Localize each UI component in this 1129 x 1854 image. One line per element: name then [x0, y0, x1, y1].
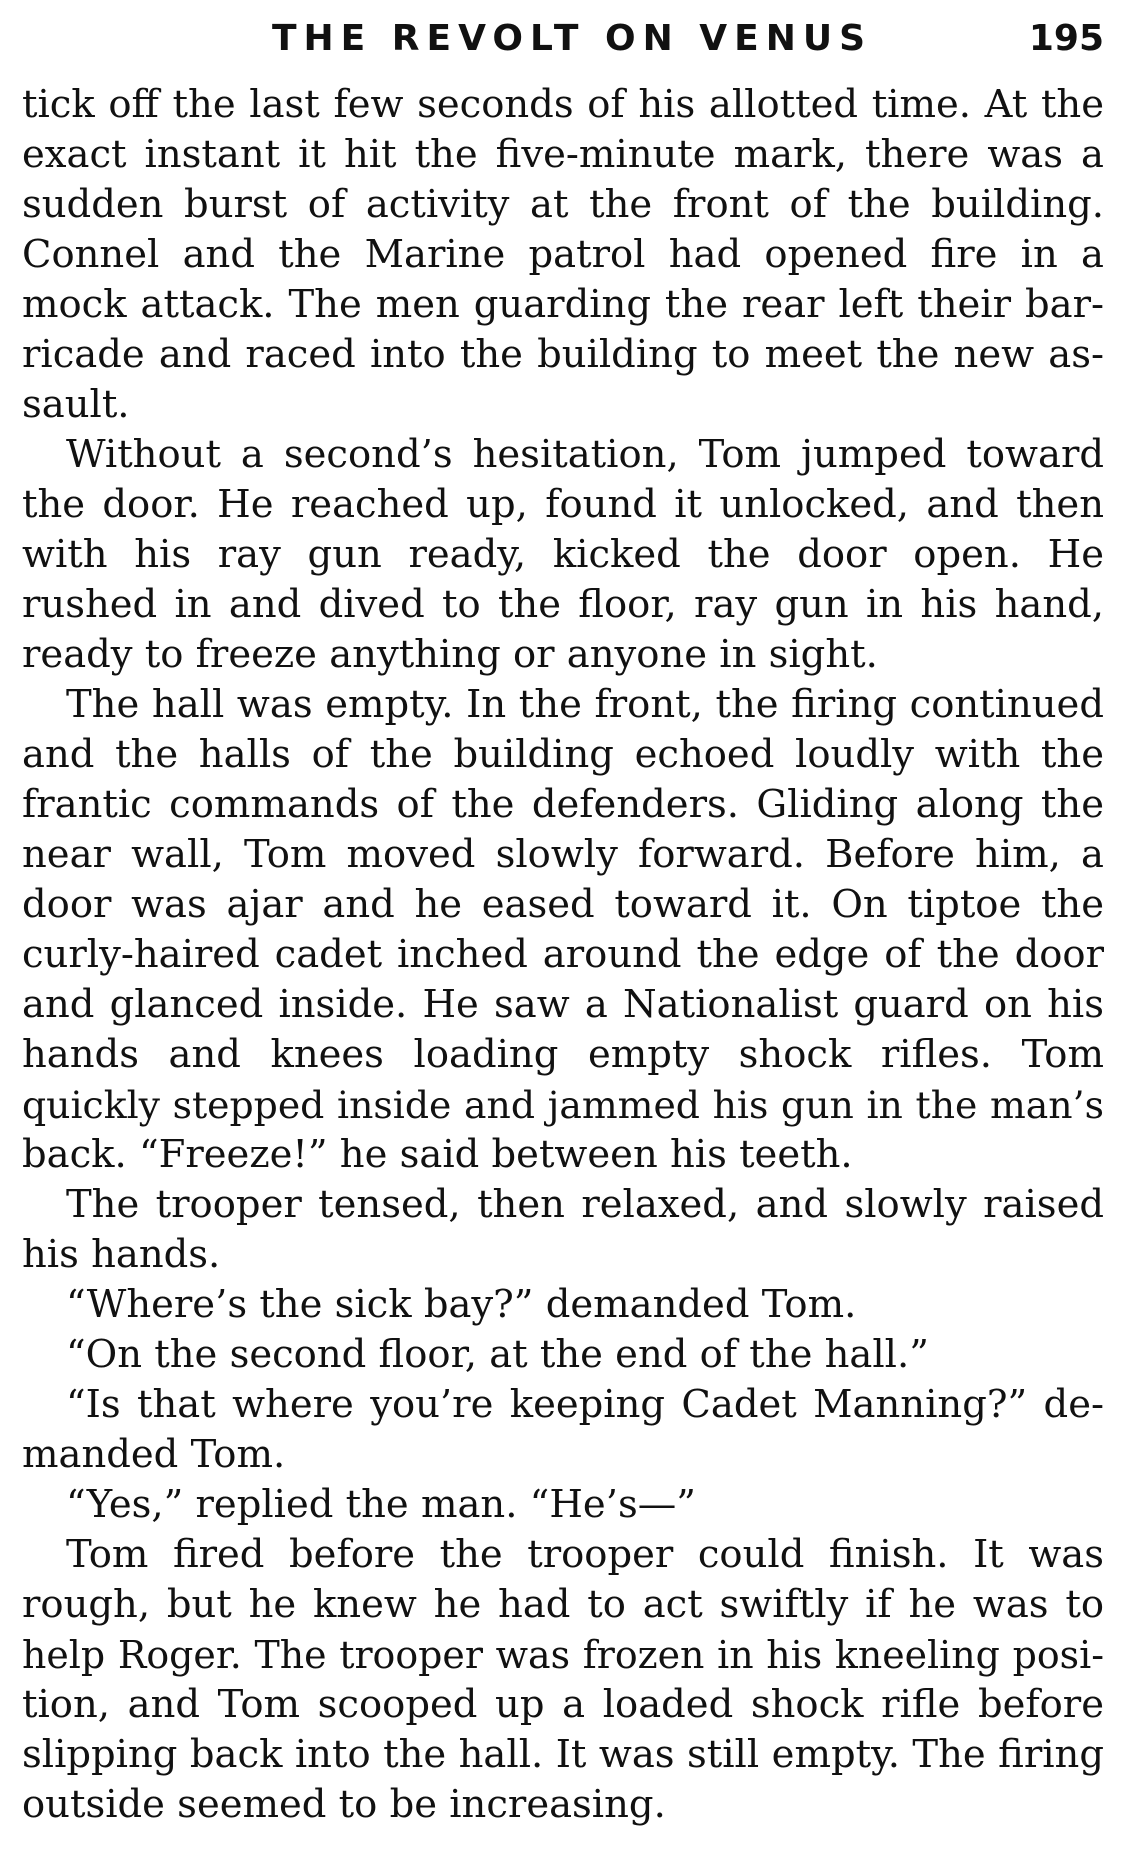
paragraph: [22, 430, 1104, 680]
text-line: and glanced inside. He saw a Nationalist guard on his: [22, 982, 1104, 1027]
text-line: “Where’s the sick bay?” demanded Tom.: [66, 1282, 857, 1327]
running-head: [22, 14, 1104, 64]
text-line: sault.: [22, 382, 130, 427]
paragraph: [22, 1530, 1104, 1830]
text-line: “On the second floor, at the end of the hall.”: [66, 1332, 929, 1377]
paragraph: [22, 1480, 1104, 1530]
paragraph: [22, 680, 1104, 1180]
text-line: hands and knees loading empty shock rifles. Tom: [22, 1032, 1104, 1077]
text-line: rushed in and dived to the floor, ray gun in his hand,: [22, 582, 1104, 627]
paragraph: [22, 80, 1104, 430]
text-line: the door. He reached up, found it unlocked, and then: [22, 482, 1104, 527]
paragraph: [22, 1380, 1104, 1480]
text-line: exact instant it hit the five-minute mark, there was a: [22, 132, 1104, 177]
text-line: door was ajar and he eased toward it. On tiptoe the: [22, 882, 1104, 927]
text-line: and the halls of the building echoed loudly with the: [22, 732, 1104, 777]
text-line: quickly stepped inside and jammed his gun in the man’s: [22, 1083, 1104, 1127]
paragraph: [22, 1180, 1104, 1280]
text-line: help Roger. The trooper was frozen in his kneeling posi-: [22, 1633, 1104, 1677]
text-line: The trooper tensed, then relaxed, and slowly raised: [66, 1182, 1104, 1227]
running-title: THE REVOLT ON VENUS: [272, 18, 873, 59]
text-line: “Is that where you’re keeping Cadet Manning?” de-: [66, 1382, 1104, 1427]
text-line: ricade and raced into the building to meet the new as-: [22, 332, 1104, 377]
text-line: tick off the last few seconds of his allotted time. At the: [22, 82, 1104, 127]
text-line: ready to freeze anything or anyone in sight.: [22, 632, 878, 677]
page-number: 195: [1028, 18, 1104, 59]
text-line: The hall was empty. In the front, the firing continued: [66, 682, 1104, 727]
text-line: slipping back into the hall. It was still empty. The firing: [22, 1732, 1104, 1777]
text-line: tion, and Tom scooped up a loaded shock rifle before: [22, 1682, 1104, 1727]
text-line: frantic commands of the defenders. Gliding along the: [22, 782, 1104, 827]
text-line: mock attack. The men guarding the rear left their bar-: [22, 282, 1104, 327]
text-line: Connel and the Marine patrol had opened fire in a: [22, 232, 1104, 277]
text-line: near wall, Tom moved slowly forward. Before him, a: [22, 832, 1104, 877]
paragraph: [22, 1280, 1104, 1330]
text-line: Without a second’s hesitation, Tom jumped toward: [66, 432, 1104, 477]
text-line: curly-haired cadet inched around the edge of the door: [22, 932, 1104, 977]
text-line: manded Tom.: [22, 1432, 286, 1477]
text-line: Tom fired before the trooper could finish. It was: [66, 1532, 1104, 1577]
text-line: with his ray gun ready, kicked the door open. He: [22, 532, 1104, 577]
text-line: sudden burst of activity at the front of the building.: [22, 182, 1104, 227]
paragraph: [22, 1330, 1104, 1380]
text-line: rough, but he knew he had to act swiftly if he was to: [22, 1582, 1104, 1627]
text-line: outside seemed to be increasing.: [22, 1782, 666, 1827]
text-line: his hands.: [22, 1232, 221, 1277]
text-line: back. “Freeze!” he said between his teeth.: [22, 1132, 853, 1177]
text-line: “Yes,” replied the man. “He’s—”: [66, 1482, 696, 1527]
body-text: [22, 80, 1104, 1830]
